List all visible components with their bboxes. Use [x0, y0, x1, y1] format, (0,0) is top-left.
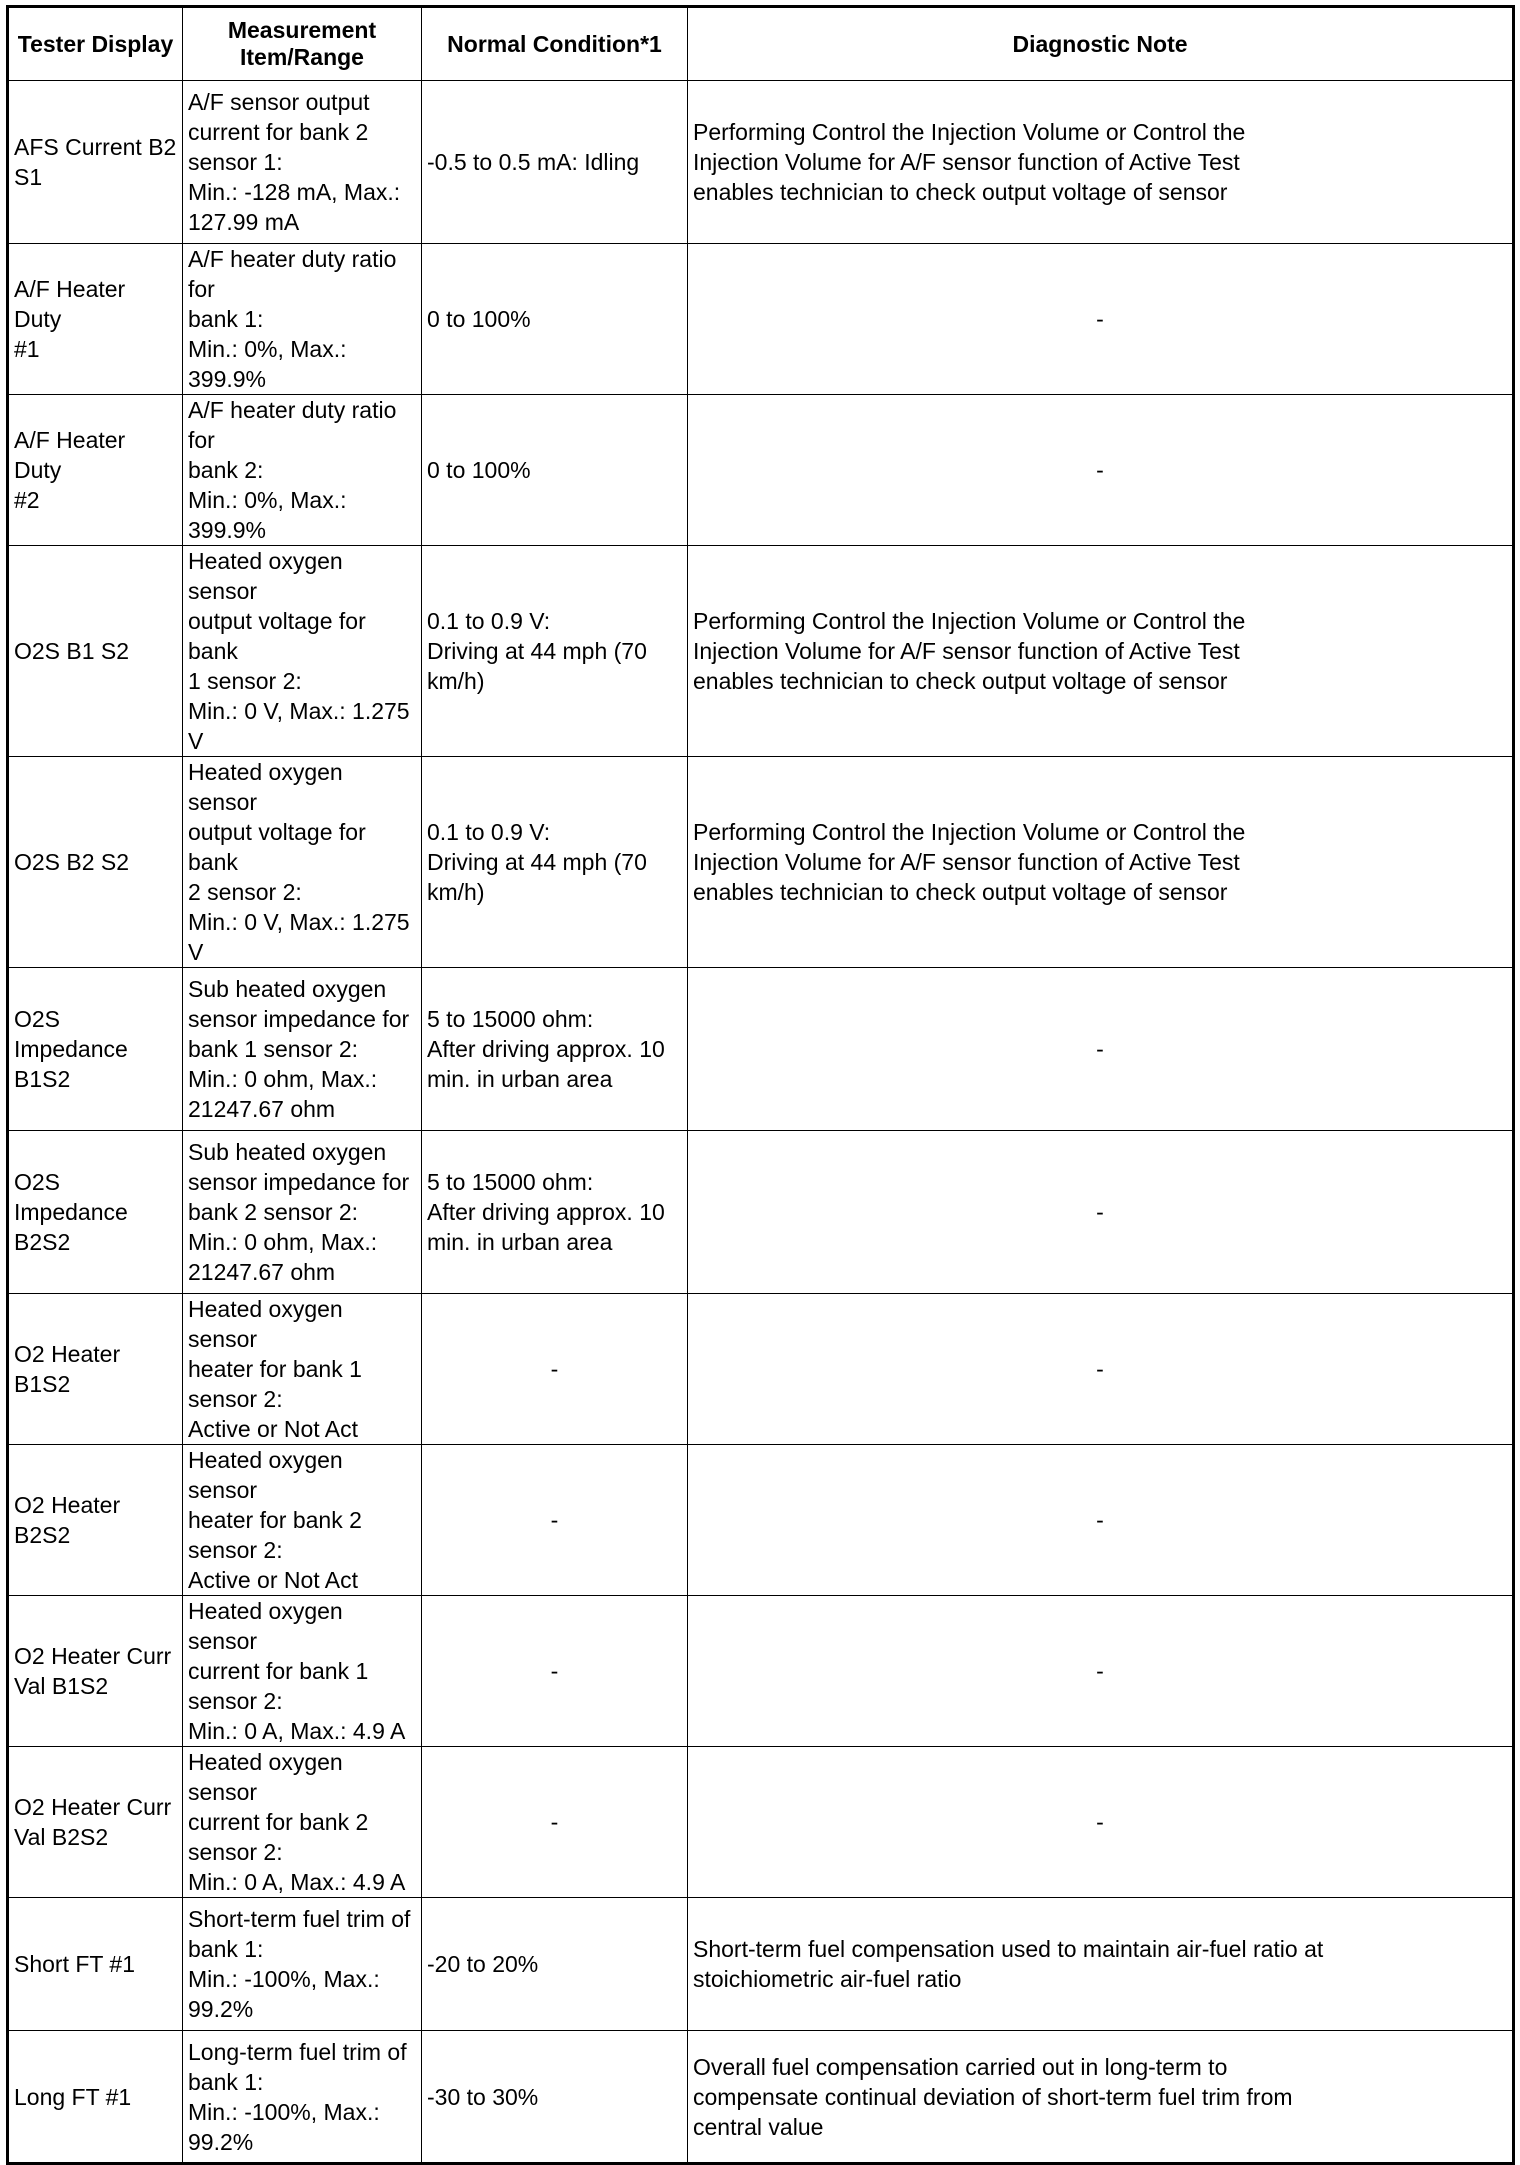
normal-condition-cell: -: [422, 1596, 688, 1747]
table-row: [8, 395, 1514, 546]
diagnostic-note-cell: Overall fuel compensation carried out in long-term to compensate continual deviation of short-term fuel trim from central value: [688, 2031, 1514, 2164]
tester-display-cell: O2S B1 S2: [8, 546, 183, 757]
tester-display-cell: O2 Heater Curr Val B1S2: [8, 1596, 183, 1747]
normal-condition-cell: 0 to 100%: [422, 395, 688, 546]
tester-display-cell: O2 Heater B2S2: [8, 1445, 183, 1596]
header-measurement-item-range: Measurement Item/Range: [183, 7, 422, 81]
normal-condition-cell: 0.1 to 0.9 V: Driving at 44 mph (70 km/h): [422, 546, 688, 757]
normal-condition-cell: -: [422, 1747, 688, 1898]
table-row: [8, 1131, 1514, 1294]
header-tester-display: Tester Display: [8, 7, 183, 81]
measurement-cell: Long-term fuel trim of bank 1: Min.: -100%, Max.: 99.2%: [183, 2031, 422, 2164]
diagnostic-note-cell: -: [688, 1747, 1514, 1898]
tester-display-cell: AFS Current B2 S1: [8, 81, 183, 244]
tester-display-cell: A/F Heater Duty #1: [8, 244, 183, 395]
measurement-cell: Sub heated oxygen sensor impedance for bank 2 sensor 2: Min.: 0 ohm, Max.: 21247.67 ohm: [183, 1131, 422, 1294]
measurement-cell: Heated oxygen sensor heater for bank 1 sensor 2: Active or Not Act: [183, 1294, 422, 1445]
measurement-cell: Heated oxygen sensor current for bank 1 sensor 2: Min.: 0 A, Max.: 4.9 A: [183, 1596, 422, 1747]
measurement-cell: Heated oxygen sensor output voltage for bank 2 sensor 2: Min.: 0 V, Max.: 1.275 V: [183, 757, 422, 968]
table-row: [8, 1294, 1514, 1445]
normal-condition-cell: -30 to 30%: [422, 2031, 688, 2164]
measurement-cell: Heated oxygen sensor heater for bank 2 sensor 2: Active or Not Act: [183, 1445, 422, 1596]
measurement-cell: Sub heated oxygen sensor impedance for bank 1 sensor 2: Min.: 0 ohm, Max.: 21247.67 ohm: [183, 968, 422, 1131]
table-row: [8, 546, 1514, 757]
diagnostic-note-cell: -: [688, 1131, 1514, 1294]
table-row: [8, 81, 1514, 244]
diagnostic-note-cell: -: [688, 1596, 1514, 1747]
diagnostic-note-cell: -: [688, 1445, 1514, 1596]
diagnostic-note-cell: Performing Control the Injection Volume or Control the Injection Volume for A/F sensor function of Active Test enables technician to check output voltage of sensor: [688, 546, 1514, 757]
tester-display-cell: O2S B2 S2: [8, 757, 183, 968]
table-row: [8, 244, 1514, 395]
header-normal-condition: Normal Condition*1: [422, 7, 688, 81]
tester-display-cell: A/F Heater Duty #2: [8, 395, 183, 546]
diagnostic-note-cell: Short-term fuel compensation used to maintain air-fuel ratio at stoichiometric air-fuel ratio: [688, 1898, 1514, 2031]
tester-display-cell: Short FT #1: [8, 1898, 183, 2031]
diagnostic-note-cell: -: [688, 244, 1514, 395]
table-row: [8, 968, 1514, 1131]
normal-condition-cell: -: [422, 1294, 688, 1445]
diagnostic-note-cell: -: [688, 968, 1514, 1131]
tester-display-cell: O2S Impedance B2S2: [8, 1131, 183, 1294]
data-list-sheet: [6, 5, 1512, 2155]
tester-display-cell: O2S Impedance B1S2: [8, 968, 183, 1131]
tester-display-cell: Long FT #1: [8, 2031, 183, 2164]
normal-condition-cell: -: [422, 1445, 688, 1596]
measurement-cell: A/F heater duty ratio for bank 1: Min.: 0%, Max.: 399.9%: [183, 244, 422, 395]
table-row: [8, 1747, 1514, 1898]
header-diagnostic-note: Diagnostic Note: [688, 7, 1514, 81]
normal-condition-cell: -0.5 to 0.5 mA: Idling: [422, 81, 688, 244]
table-row: [8, 1596, 1514, 1747]
measurement-cell: Heated oxygen sensor current for bank 2 sensor 2: Min.: 0 A, Max.: 4.9 A: [183, 1747, 422, 1898]
table-row: [8, 1445, 1514, 1596]
diagnostic-note-cell: -: [688, 395, 1514, 546]
measurement-cell: A/F heater duty ratio for bank 2: Min.: 0%, Max.: 399.9%: [183, 395, 422, 546]
normal-condition-cell: -20 to 20%: [422, 1898, 688, 2031]
table-header-row: [8, 7, 1514, 81]
normal-condition-cell: 5 to 15000 ohm: After driving approx. 10 min. in urban area: [422, 1131, 688, 1294]
table-row: [8, 2031, 1514, 2164]
diagnostic-note-cell: Performing Control the Injection Volume or Control the Injection Volume for A/F sensor function of Active Test enables technician to check output voltage of sensor: [688, 81, 1514, 244]
data-list-table: [6, 5, 1515, 2165]
normal-condition-cell: 0.1 to 0.9 V: Driving at 44 mph (70 km/h): [422, 757, 688, 968]
measurement-cell: Heated oxygen sensor output voltage for bank 1 sensor 2: Min.: 0 V, Max.: 1.275 V: [183, 546, 422, 757]
diagnostic-note-cell: Performing Control the Injection Volume or Control the Injection Volume for A/F sensor function of Active Test enables technician to check output voltage of sensor: [688, 757, 1514, 968]
normal-condition-cell: 0 to 100%: [422, 244, 688, 395]
tester-display-cell: O2 Heater B1S2: [8, 1294, 183, 1445]
table-row: [8, 1898, 1514, 2031]
measurement-cell: Short-term fuel trim of bank 1: Min.: -100%, Max.: 99.2%: [183, 1898, 422, 2031]
tester-display-cell: O2 Heater Curr Val B2S2: [8, 1747, 183, 1898]
table-row: [8, 757, 1514, 968]
normal-condition-cell: 5 to 15000 ohm: After driving approx. 10 min. in urban area: [422, 968, 688, 1131]
measurement-cell: A/F sensor output current for bank 2 sensor 1: Min.: -128 mA, Max.: 127.99 mA: [183, 81, 422, 244]
diagnostic-note-cell: -: [688, 1294, 1514, 1445]
